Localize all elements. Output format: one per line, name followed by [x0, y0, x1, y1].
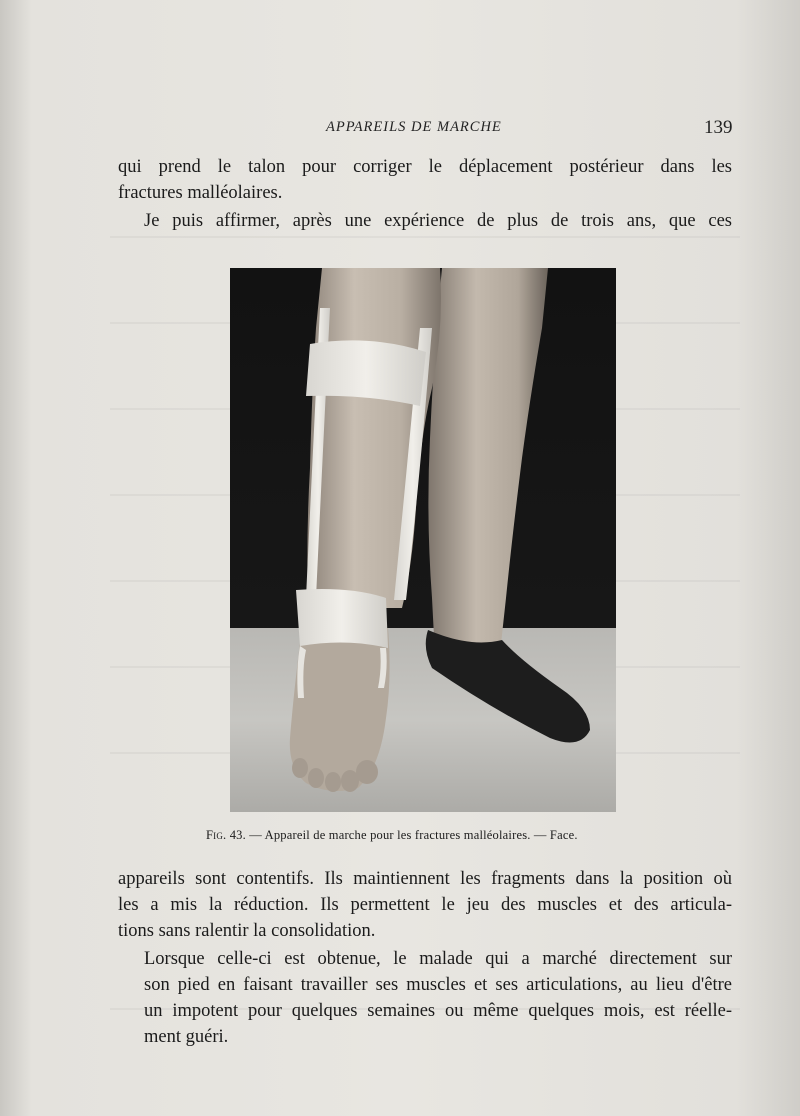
text-line: appareils sont contentifs. Ils maintiennent les fragments dans la position où	[118, 869, 732, 889]
bleed-through-line	[110, 236, 740, 238]
running-title: APPAREILS DE MARCHE	[326, 119, 502, 135]
figure-caption-text: — Appareil de marche pour les fractures malléolaires. — Face.	[245, 828, 578, 842]
text-line: son pied en faisant travailler ses muscles et ses articulations, au lieu d'être	[144, 975, 732, 995]
leg-brace-illustration	[230, 268, 616, 812]
text-line: Lorsque celle-ci est obtenue, le malade qui a marché directement sur	[144, 949, 732, 969]
text-line: ment guéri.	[144, 1027, 229, 1047]
page-number: 139	[704, 117, 733, 138]
text-line: Je puis affirmer, après une expérience de plus de trois ans, que ces	[144, 211, 732, 231]
paragraph	[118, 946, 732, 1050]
text-line: les a mis la réduction. Ils permettent le jeu des muscles et des articula-	[118, 895, 732, 915]
text-line: qui prend le talon pour corriger le déplacement postérieur dans les	[118, 157, 732, 177]
figure-caption	[206, 828, 578, 843]
text-line: un impotent pour quelques semaines ou même quelques mois, est réelle-	[144, 1001, 732, 1021]
paragraph	[118, 154, 732, 206]
photograph-leg-brace	[230, 268, 616, 812]
text-line: tions sans ralentir la consolidation.	[118, 921, 376, 941]
body-text-top	[118, 154, 732, 234]
figure-label: Fig. 43.	[206, 828, 246, 842]
body-text-bottom	[118, 866, 732, 1050]
text-line: fractures malléolaires.	[118, 183, 283, 203]
paragraph	[118, 866, 732, 944]
paragraph	[118, 208, 732, 234]
